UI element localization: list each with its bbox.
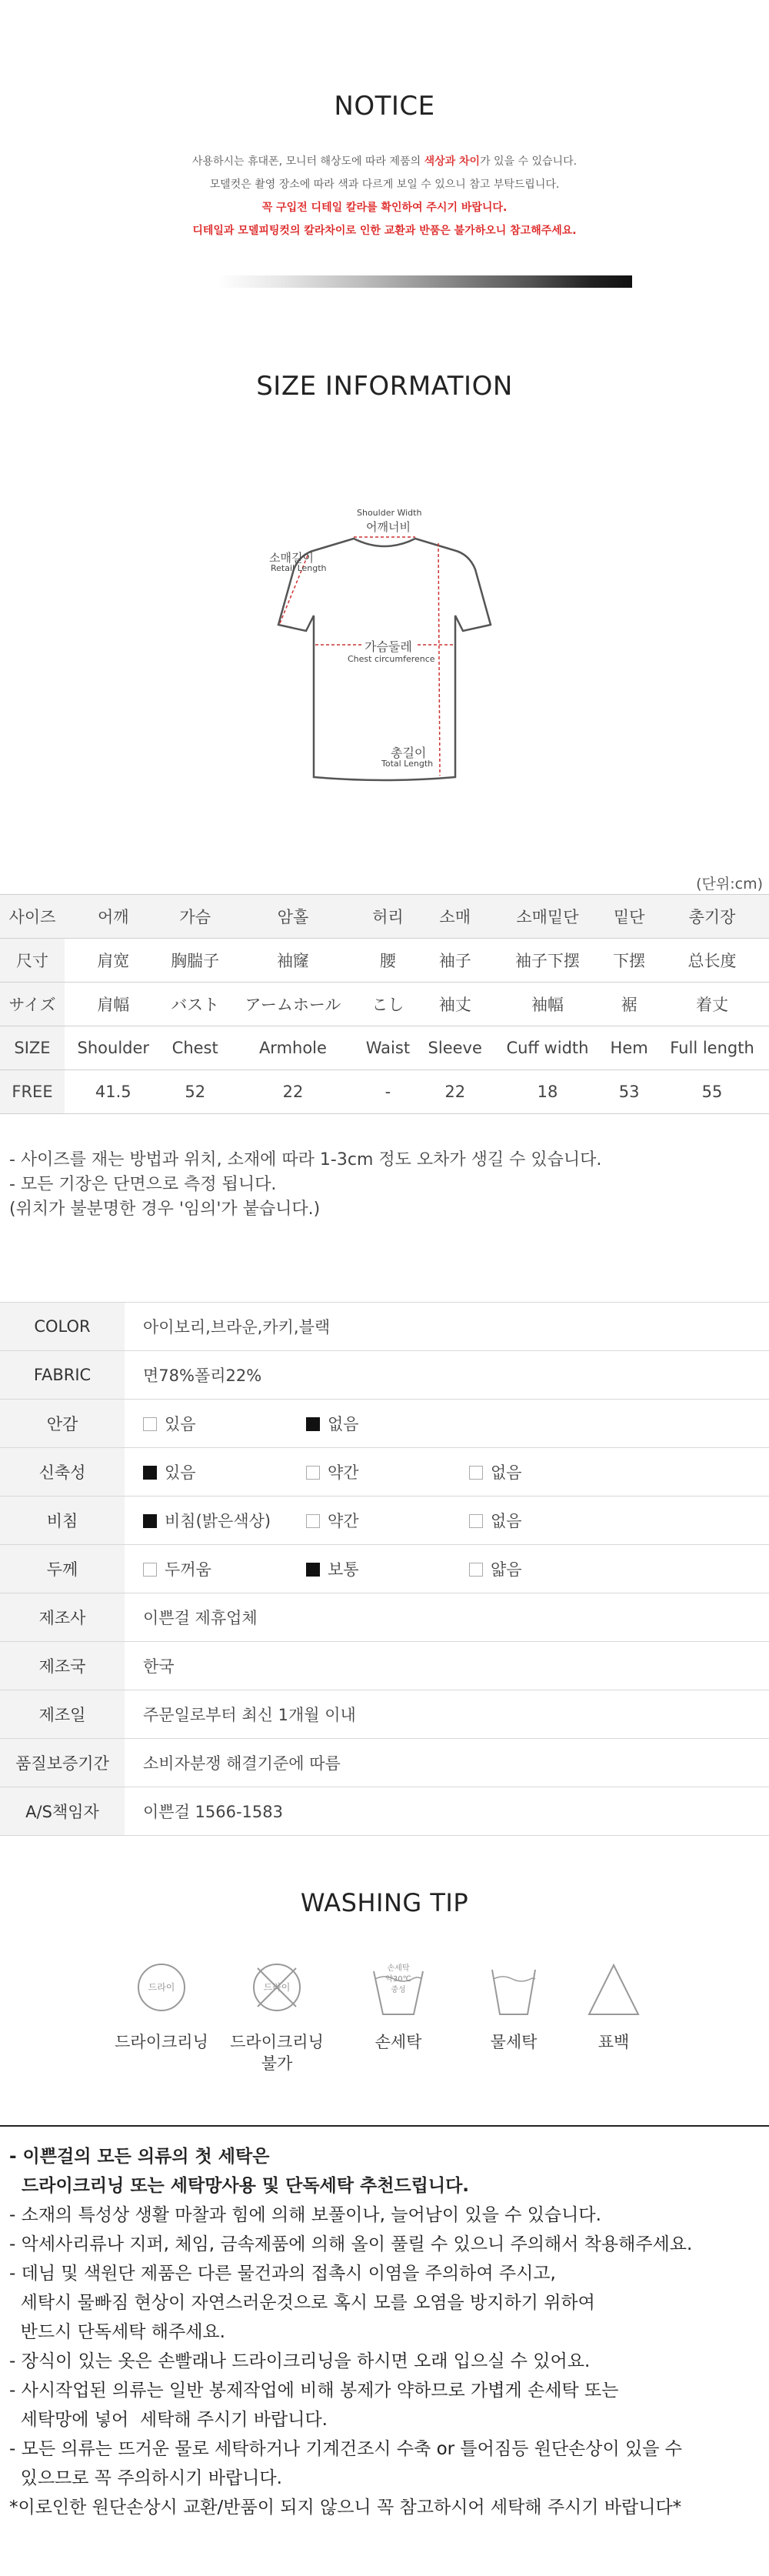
option-label: 약간 bbox=[328, 1512, 359, 1530]
size-cell: 소매 bbox=[418, 895, 492, 939]
info-label: 안감 bbox=[0, 1400, 125, 1448]
size-table-row bbox=[0, 1070, 769, 1114]
checked-box-icon bbox=[143, 1514, 157, 1528]
info-value: 이쁜걸 제휴업체 bbox=[125, 1593, 769, 1642]
sleeve-label-en: Retail Length bbox=[271, 563, 327, 573]
info-row-lining bbox=[0, 1400, 769, 1448]
size-cell: 袖窿 bbox=[228, 939, 358, 983]
size-cell: 袖子下摆 bbox=[492, 939, 604, 983]
info-label: FABRIC bbox=[0, 1351, 125, 1400]
size-cell: 41.5 bbox=[65, 1070, 162, 1114]
info-row-maker bbox=[0, 1593, 769, 1642]
washing-title: WASHING TIP bbox=[300, 1888, 469, 1917]
option-item bbox=[306, 1412, 469, 1435]
info-value: 소비자분쟁 해결기준에 따름 bbox=[125, 1739, 769, 1787]
tip-line: - 모든 의류는 뜨거운 물로 세탁하거나 기계건조시 수축 or 틀어짐등 원단손상이 있을 수 bbox=[9, 2439, 682, 2459]
option-item bbox=[143, 1557, 306, 1580]
size-note-3: (위치가 불분명한 경우 '임의'가 붙습니다.) bbox=[9, 1200, 321, 1219]
size-notes bbox=[9, 1148, 601, 1222]
info-label: 제조사 bbox=[0, 1593, 125, 1642]
chest-label-ko: 가슴둘레 bbox=[361, 637, 415, 655]
tip-line: - 데님 및 색원단 제품은 다른 물건과의 접촉시 이염을 주의하여 주시고, bbox=[9, 2264, 556, 2284]
size-cell: 소매밑단 bbox=[492, 895, 604, 939]
notice-line-1 bbox=[0, 151, 769, 172]
unchecked-box-icon bbox=[469, 1514, 483, 1528]
unit-label: (단위:cm) bbox=[696, 876, 763, 893]
size-cell: 총기장 bbox=[655, 895, 769, 939]
size-cell: 허리 bbox=[358, 895, 418, 939]
tip-line: *이로인한 원단손상시 교환/반품이 되지 않으니 꼭 참고하시어 세탁해 주시기 바랍니다* bbox=[9, 2498, 682, 2518]
size-cell: Shoulder bbox=[65, 1026, 162, 1070]
size-cell: バスト bbox=[162, 983, 228, 1026]
tip-line: 세탁망에 넣어 세탁해 주시기 바랍니다. bbox=[9, 2410, 328, 2430]
size-row-header: 尺寸 bbox=[0, 939, 65, 983]
size-row-header: サイズ bbox=[0, 983, 65, 1026]
size-cell: 18 bbox=[492, 1070, 604, 1114]
size-table bbox=[0, 894, 769, 1114]
tip-line: 있으므로 꼭 주의하시기 바랍니다. bbox=[9, 2468, 282, 2488]
size-cell: アームホール bbox=[228, 983, 358, 1026]
option-label: 없음 bbox=[491, 1463, 522, 1482]
option-group bbox=[125, 1497, 769, 1545]
option-item bbox=[306, 1509, 469, 1532]
size-cell: 가슴 bbox=[162, 895, 228, 939]
unchecked-box-icon bbox=[469, 1563, 483, 1577]
option-item bbox=[469, 1557, 632, 1580]
info-value: 주문일로부터 최신 1개월 이내 bbox=[125, 1690, 769, 1739]
option-item bbox=[469, 1460, 632, 1483]
size-cell: 22 bbox=[228, 1070, 358, 1114]
chest-label-en: Chest circumference bbox=[348, 654, 435, 664]
length-label-en: Total Length bbox=[381, 759, 434, 769]
size-cell: 어깨 bbox=[65, 895, 162, 939]
size-table-row bbox=[0, 895, 769, 939]
info-row-color bbox=[0, 1303, 769, 1351]
option-label: 있음 bbox=[165, 1415, 196, 1433]
option-item bbox=[469, 1509, 632, 1532]
size-cell: 55 bbox=[655, 1070, 769, 1114]
size-table-row bbox=[0, 1026, 769, 1070]
dry-clean-icon bbox=[108, 1960, 215, 2017]
size-cell: Armhole bbox=[228, 1026, 358, 1070]
tip-line: - 사시작업된 의류는 일반 봉제작업에 비해 봉제가 약하므로 가볍게 손세탁 또는 bbox=[9, 2381, 619, 2401]
size-cell: 袖幅 bbox=[492, 983, 604, 1026]
size-cell: こし bbox=[358, 983, 418, 1026]
size-table-row bbox=[0, 939, 769, 983]
size-cell: Cuff width bbox=[492, 1026, 604, 1070]
info-row-thickness bbox=[0, 1545, 769, 1593]
info-row-sheer bbox=[0, 1497, 769, 1545]
bleach-icon bbox=[560, 1960, 667, 2022]
size-cell: Full length bbox=[655, 1026, 769, 1070]
info-label: 제조국 bbox=[0, 1642, 125, 1690]
option-item bbox=[306, 1460, 469, 1483]
size-note-1: - 사이즈를 재는 방법과 위치, 소재에 따라 1-3cm 정도 오차가 생길 수 있습니다. bbox=[9, 1150, 602, 1170]
notice-line-4: 디테일과 모델피팅컷의 칼라차이로 인한 교환과 반품은 불가하오니 참고해주세요. bbox=[192, 225, 577, 237]
notice-highlight: 색상과 차이 bbox=[424, 155, 481, 168]
notice-title: NOTICE bbox=[334, 91, 435, 122]
info-value: 아이보리,브라운,카키,블랙 bbox=[125, 1303, 769, 1351]
info-value: 한국 bbox=[125, 1642, 769, 1690]
size-cell: 肩宽 bbox=[65, 939, 162, 983]
sleeve-label-ko: 소매길이 bbox=[269, 551, 314, 565]
shoulder-label-en: Shoulder Width bbox=[357, 508, 422, 518]
size-cell: 胸腨子 bbox=[162, 939, 228, 983]
no-dry-clean-icon bbox=[223, 1960, 331, 2017]
checked-box-icon bbox=[306, 1417, 320, 1431]
info-label: 신축성 bbox=[0, 1448, 125, 1497]
option-item bbox=[143, 1460, 306, 1483]
size-note-2: - 모든 기장은 단면으로 측정 됩니다. bbox=[9, 1175, 277, 1194]
notice-line-1c: 가 있을 수 있습니다. bbox=[480, 155, 578, 168]
size-cell: 肩幅 bbox=[65, 983, 162, 1026]
option-item bbox=[143, 1412, 306, 1435]
option-group bbox=[125, 1545, 769, 1593]
unchecked-box-icon bbox=[306, 1466, 320, 1480]
size-row-header: SIZE bbox=[0, 1026, 65, 1070]
wash-label-no-dry-clean: 드라이크리닝 불가 bbox=[230, 2033, 324, 2073]
checked-box-icon bbox=[306, 1563, 320, 1577]
size-cell: Waist bbox=[358, 1026, 418, 1070]
info-row-warranty bbox=[0, 1739, 769, 1787]
size-cell: 암홀 bbox=[228, 895, 358, 939]
no-dry-clean-icon-text: 드라이 bbox=[263, 1982, 291, 1993]
size-cell: Hem bbox=[603, 1026, 655, 1070]
info-label: COLOR bbox=[0, 1303, 125, 1351]
tip-line: - 장식이 있는 옷은 손빨래나 드라이크리닝을 하시면 오래 입으실 수 있어요. bbox=[9, 2351, 591, 2371]
info-label: 두께 bbox=[0, 1545, 125, 1593]
info-label: A/S책임자 bbox=[0, 1787, 125, 1836]
tip-line: - 소재의 특성상 생활 마찰과 힘에 의해 보풀이나, 늘어남이 있을 수 있습니다. bbox=[9, 2205, 601, 2225]
size-cell: Sleeve bbox=[418, 1026, 492, 1070]
size-cell: 下摆 bbox=[603, 939, 655, 983]
hand-wash-icon bbox=[345, 1960, 452, 2022]
wash-label-bleach: 표백 bbox=[598, 2033, 630, 2051]
size-table-row bbox=[0, 983, 769, 1026]
size-row-header: FREE bbox=[0, 1070, 65, 1114]
size-cell: 22 bbox=[418, 1070, 492, 1114]
checked-box-icon bbox=[143, 1466, 157, 1480]
option-label: 있음 bbox=[165, 1463, 196, 1482]
size-cell: 裾 bbox=[603, 983, 655, 1026]
size-cell: - bbox=[358, 1070, 418, 1114]
info-label: 품질보증기간 bbox=[0, 1739, 125, 1787]
dry-clean-icon-text: 드라이 bbox=[148, 1982, 175, 1993]
info-value: 면78%폴리22% bbox=[125, 1351, 769, 1400]
size-cell: 总长度 bbox=[655, 939, 769, 983]
option-label: 없음 bbox=[491, 1512, 522, 1530]
info-row-as bbox=[0, 1787, 769, 1836]
length-label-ko: 총길이 bbox=[388, 743, 429, 761]
unchecked-box-icon bbox=[469, 1466, 483, 1480]
notice-line-2: 모델컷은 촬영 장소에 따라 색과 다르게 보일 수 있으니 참고 부탁드립니다. bbox=[209, 179, 560, 191]
tip-line: 드라이크리닝 또는 세탁망사용 및 단독세탁 추천드립니다. bbox=[9, 2176, 470, 2196]
info-row-country bbox=[0, 1642, 769, 1690]
option-item bbox=[143, 1509, 306, 1532]
unchecked-box-icon bbox=[306, 1514, 320, 1528]
color-gradient-bar bbox=[217, 275, 632, 288]
size-cell: 52 bbox=[162, 1070, 228, 1114]
option-label: 얇음 bbox=[491, 1560, 522, 1579]
size-cell: Chest bbox=[162, 1026, 228, 1070]
info-row-fabric bbox=[0, 1351, 769, 1400]
wash-label-dry-clean: 드라이크리닝 bbox=[115, 2033, 208, 2051]
washing-divider bbox=[0, 2125, 769, 2127]
info-label: 비침 bbox=[0, 1497, 125, 1545]
info-row-stretch bbox=[0, 1448, 769, 1497]
info-value: 이쁜걸 1566-1583 bbox=[125, 1787, 769, 1836]
unchecked-box-icon bbox=[143, 1417, 157, 1431]
size-cell: 着丈 bbox=[655, 983, 769, 1026]
notice-line-1a: 사용하시는 휴대폰, 모니터 해상도에 따라 제품의 bbox=[191, 155, 424, 168]
option-group bbox=[125, 1448, 769, 1497]
tip-line: 세탁시 물빠짐 현상이 자연스러운것으로 혹시 모를 오염을 방지하기 위하여 bbox=[9, 2293, 595, 2313]
size-cell: 袖丈 bbox=[418, 983, 492, 1026]
option-label: 두꺼움 bbox=[165, 1560, 211, 1579]
size-cell: 袖子 bbox=[418, 939, 492, 983]
info-row-date bbox=[0, 1690, 769, 1739]
water-wash-icon bbox=[460, 1960, 568, 2022]
option-item bbox=[306, 1557, 469, 1580]
tip-line: 반드시 단독세탁 해주세요. bbox=[9, 2322, 225, 2342]
notice-line-3: 꼭 구입전 디테일 칼라를 확인하여 주시기 바랍니다. bbox=[261, 202, 508, 214]
option-label: 없음 bbox=[328, 1415, 359, 1433]
size-row-header: 사이즈 bbox=[0, 895, 65, 939]
tip-line: - 악세사리류나 지퍼, 체임, 금속제품에 의해 올이 풀릴 수 있으니 주의해서 착용해주세요. bbox=[9, 2234, 693, 2254]
option-label: 비침(밝은색상) bbox=[165, 1512, 271, 1530]
wash-label-hand-wash: 손세탁 bbox=[375, 2033, 422, 2051]
option-group bbox=[125, 1400, 769, 1448]
option-label: 약간 bbox=[328, 1463, 359, 1482]
hand-wash-icon-text: 손세탁 약30℃ 중성 bbox=[385, 1964, 411, 1994]
size-cell: 밑단 bbox=[603, 895, 655, 939]
size-cell: 53 bbox=[603, 1070, 655, 1114]
size-cell: 腰 bbox=[358, 939, 418, 983]
washing-tips bbox=[9, 2142, 692, 2522]
option-label: 보통 bbox=[328, 1560, 359, 1579]
wash-label-water-wash: 물세탁 bbox=[490, 2033, 538, 2051]
tip-line: - 이쁜걸의 모든 의류의 첫 세탁은 bbox=[9, 2147, 270, 2167]
info-label: 제조일 bbox=[0, 1690, 125, 1739]
size-info-title: SIZE INFORMATION bbox=[256, 371, 513, 402]
garment-diagram bbox=[261, 508, 508, 785]
product-info-table bbox=[0, 1302, 769, 1836]
unchecked-box-icon bbox=[143, 1563, 157, 1577]
shoulder-label-ko: 어깨너비 bbox=[366, 520, 411, 534]
